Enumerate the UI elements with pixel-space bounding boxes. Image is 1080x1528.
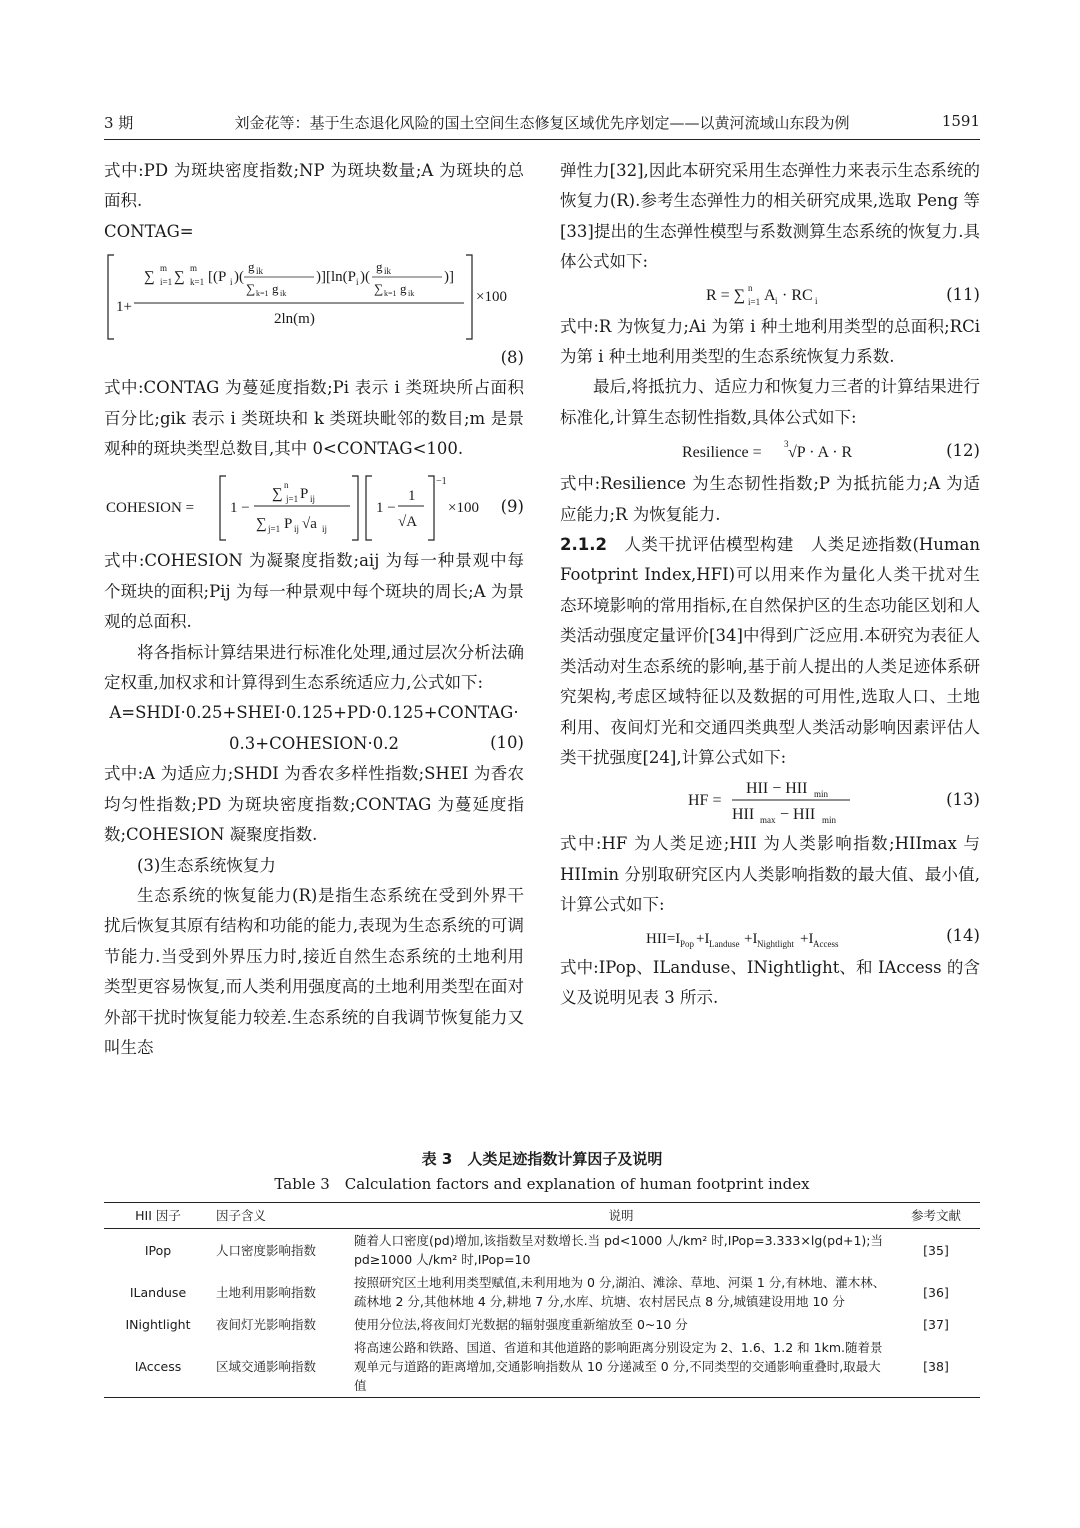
svg-text:×100: ×100 [448,500,479,517]
cell-desc: 按照研究区土地利用类型赋值,未利用地为 0 分,湖泊、滩涂、草地、河渠 1 分,有林地、灌木林、疏林地 2 分,其他林地 4 分,耕地 7 分,水库、坑塘、农村居民点 8 分,城镇建设用地 10 分 [354,1275,886,1309]
svg-text:2ln(m): 2ln(m) [274,311,315,328]
equation-8-number-row [104,343,524,373]
svg-text:√a: √a [302,516,317,533]
svg-text:+I: +I [696,930,710,947]
svg-text:HF =: HF = [688,792,722,810]
paragraph-factors: 式中:IPop、ILanduse、INightlight、和 IAccess 的含义及说明见表 3 所示. [560,957,980,1007]
svg-text:Landuse: Landuse [709,938,740,949]
svg-text:3: 3 [784,439,789,450]
header-rule [104,139,980,140]
svg-text:√A: √A [398,514,418,531]
equation-14-graphic [560,921,880,953]
svg-text:ik: ik [384,266,392,277]
svg-text:· RC: · RC [782,286,813,304]
paragraph-finally: 最后,将抵抗力、适应力和恢复力三者的计算结果进行标准化,计算生态韧性指数,具体公式如下: [560,377,980,427]
table-caption-cn: 表 3 人类足迹指数计算因子及说明 [421,1150,663,1168]
cell-meaning: 夜间灯光影响指数 [216,1317,317,1332]
table-row [104,1313,980,1336]
section-title: 人类干扰评估模型构建 [624,535,794,555]
svg-text:n: n [748,282,753,293]
svg-text:g: g [376,259,383,275]
svg-text:∑: ∑ [144,269,155,286]
equation-10-line1: A=SHDI·0.25+SHEI·0.125+PD·0.125+CONTAG· [109,703,519,723]
svg-text:A: A [764,286,776,304]
svg-text:i: i [775,295,778,306]
svg-text:∑: ∑ [174,269,185,286]
right-column [560,156,980,1013]
svg-text:min: min [814,789,829,800]
svg-text:HII: HII [732,806,755,824]
svg-text:ij: ij [310,494,316,505]
svg-text:ij: ij [294,524,300,535]
svg-text:P: P [300,486,309,503]
svg-text:g: g [248,259,255,275]
svg-text:COHESION =: COHESION = [106,500,195,517]
cell-factor: INightlight [125,1317,191,1332]
svg-text:k=1: k=1 [256,289,269,299]
svg-text:∑: ∑ [272,486,283,503]
contag-label: CONTAG= [104,221,194,241]
cell-desc: 随着人口密度(pd)增加,该指数呈对数增长.当 pd<1000 人/km² 时,IPop=3.333×lg(pd+1);当 pd≥1000 人/km² 时,IPop=10 [354,1233,884,1267]
svg-text:R = ∑: R = ∑ [706,286,746,304]
equation-8-graphic [104,251,524,343]
equation-9-number: (9) [500,497,524,517]
equation-13-graphic [560,773,880,829]
svg-text:min: min [822,815,837,826]
header-ref: 参考文献 [892,1203,980,1229]
svg-text:×100: ×100 [476,289,507,306]
equation-8 [104,251,524,343]
svg-text:j=1: j=1 [268,524,281,535]
equation-9-graphic [104,470,494,546]
paragraph-hfi: 人类足迹指数(Human Footprint Index,HFI)可以用来作为量化人类干扰对生态环境影响的常用指标,在自然保护区的生态功能区划和人类活动强度定量评价[34]中得到广泛应用.本研究为表征人类活动对生态系统的影响,基于前人提出的人类足迹体系研究架构,考虑区域特征以及数据的可用性,选取人口、土地利用、夜间灯光和交通四类典型人类活动影响因素评估人类干扰强度[24],计算公式如下: [560,535,981,767]
svg-text:1 −: 1 − [230,500,250,517]
svg-text:Resilience =: Resilience = [682,444,762,462]
equation-10 [104,698,524,759]
cell-meaning: 人口密度影响指数 [216,1242,317,1258]
header-factor: HII 因子 [104,1203,212,1229]
running-title: 刘金花等：基于生态退化风险的国土空间生态修复区域优先序划定——以黄河流域山东段为例 [234,114,850,132]
issue-label: 3 期 [104,114,134,132]
cell-meaning: 区域交通影响指数 [212,1336,350,1398]
table-row [104,1271,980,1313]
cell-desc: 将高速公路和铁路、国道、省道和其他道路的影响距离分别设定为 2、1.6、1.2 和 1km.随着景观单元与道路的距离增加,交通影响指数从 10 分递减至 0 分,不同类型的交通影响重叠时,取最大值 [350,1336,892,1398]
svg-text:m: m [190,263,198,274]
cell-desc: 使用分位法,将夜间灯光数据的辐射强度重新缩放至 0~10 分 [354,1317,688,1332]
paragraph-elasticity: 弹性力[32],因此本研究采用生态弹性力来表示生态系统的恢复力(R).参考生态弹性力的相关研究成果,选取 Peng 等[33]提出的生态弹性模型与系数测算生态系统的恢复力.具体公式如下: [560,161,980,272]
table-header-row [104,1203,980,1229]
table-caption-en: Table 3 Calculation factors and explanation of human footprint index [274,1175,810,1193]
svg-text:HII − HII: HII − HII [746,780,808,798]
equation-14-number: (14) [946,925,980,945]
svg-text:Access: Access [813,938,839,949]
equation-9 [104,470,524,546]
equation-14 [560,921,980,953]
paragraph-resilience-def: 式中:Resilience 为生态韧性指数;P 为抵抗能力;A 为适应能力;R 为恢复能力. [560,474,980,524]
svg-text:)(: )( [360,269,370,286]
cell-factor: IPop [144,1242,172,1258]
svg-text:1+: 1+ [116,299,132,316]
paragraph-adapt-def: 式中:A 为适应力;SHDI 为香农多样性指数;SHEI 为香农均匀性指数;PD 为斑块密度指数;CONTAG 为蔓延度指数;COHESION 凝聚度指数. [104,764,524,845]
svg-text:1: 1 [408,488,416,505]
svg-text:k=1: k=1 [190,277,205,288]
svg-text:√P · A · R: √P · A · R [788,444,853,462]
cell-ref: [36] [923,1284,949,1300]
svg-text:n: n [284,480,289,491]
svg-text:max: max [760,815,776,826]
svg-text:1 −: 1 − [376,500,396,517]
svg-text:+I: +I [744,930,758,947]
equation-11 [560,278,980,312]
svg-text:P: P [284,516,293,533]
cell-meaning: 土地利用影响指数 [216,1284,317,1300]
equation-13 [560,773,980,829]
paragraph-contag-def: 式中:CONTAG 为蔓延度指数;Pi 表示 i 类斑块所占面积百分比;gik 表示 i 类斑块和 k 类斑块毗邻的数目;m 是景观种的斑块类型总数目,其中 0<CONTAG<100. [104,378,524,459]
table-row [104,1229,980,1272]
svg-text:ik: ik [256,266,264,277]
paragraph-r-def: 式中:R 为恢复力;Ai 为第 i 种土地利用类型的总面积;RCi 为第 i 种土地利用类型的生态系统恢复力系数. [560,316,980,367]
equation-11-graphic [560,278,880,312]
svg-text:[(P: [(P [208,269,227,286]
equation-8-number: (8) [500,348,524,368]
equation-12-graphic [560,433,880,469]
svg-text:i=1: i=1 [160,277,173,288]
equation-12 [560,433,980,469]
paragraph-recovery: 生态系统的恢复能力(R)是指生态系统在受到外界干扰后恢复其原有结构和功能的能力,表现为生态系统的可调节能力.当受到外界压力时,接近自然生态系统的土地利用类型更容易恢复,而人类利用强度高的土地利用类型在面对外部干扰时恢复能力较差.生态系统的自我调节恢复能力又叫生态 [104,885,524,1057]
cell-factor: IAccess [104,1336,212,1398]
cell-factor: ILanduse [129,1284,187,1300]
header-meaning: 因子含义 [212,1203,350,1229]
svg-text:ik: ik [280,289,287,299]
equation-13-number: (13) [946,790,980,810]
svg-text:− HII: − HII [780,806,816,824]
cell-ref: [38] [892,1336,980,1398]
svg-text:m: m [160,263,168,274]
svg-text:ij: ij [322,524,328,535]
section-number: 2.1.2 [560,535,607,555]
table-row [104,1336,980,1398]
svg-text:+I: +I [800,930,814,947]
svg-text:−1: −1 [436,476,447,488]
svg-text:∑: ∑ [256,516,267,533]
paragraph-cohesion-def: 式中:COHESION 为凝聚度指数;aij 为每一种景观中每个斑块的面积;Pij 为每一种景观中每个斑块的周长;A 为景观的总面积. [104,551,524,632]
svg-text:∑: ∑ [246,281,256,297]
paragraph-hf-def: 式中:HF 为人类足迹;HII 为人类影响指数;HIImax 与 HIImin 分别取研究区内人类影响指数的最大值、最小值,计算公式如下: [560,834,980,915]
svg-text:Pop: Pop [680,938,695,949]
svg-text:j=1: j=1 [286,494,299,505]
equation-12-number: (12) [946,441,980,461]
svg-text:)(: )( [234,269,244,286]
cell-ref: [37] [923,1317,949,1332]
svg-text:k=1: k=1 [384,289,397,299]
left-column [104,156,524,1063]
equation-11-number: (11) [946,284,980,304]
svg-text:∑: ∑ [374,281,384,297]
equation-10-line2: 0.3+COHESION·0.2 [229,733,399,753]
svg-text:HII=I: HII=I [646,930,681,947]
svg-text:ik: ik [408,289,415,299]
header-desc: 说明 [350,1203,892,1229]
svg-text:i: i [230,277,233,288]
running-header [104,112,980,136]
svg-text:i: i [356,277,359,288]
section-2-1-2 [560,530,980,773]
svg-text:)][ln(P: )][ln(P [316,269,356,286]
svg-text:i: i [815,295,818,306]
paragraph-pd-def: 式中:PD 为斑块密度指数;NP 为斑块数量;A 为斑块的总面积. [104,161,524,211]
paragraph-standardize: 将各指标计算结果进行标准化处理,通过层次分析法确定权重,加权求和计算得到生态系统适应力,公式如下: [104,642,524,693]
equation-10-number: (10) [490,733,524,753]
svg-text:Nightlight: Nightlight [757,938,795,949]
table-3 [104,1202,980,1398]
svg-text:g: g [400,281,407,297]
subheading-recovery: (3)生态系统恢复力 [137,855,276,875]
cell-ref: [35] [923,1242,949,1258]
page-number: 1591 [941,112,980,130]
svg-text:g: g [272,281,279,297]
svg-text:)]: )] [444,269,454,286]
svg-text:i=1: i=1 [748,296,761,307]
